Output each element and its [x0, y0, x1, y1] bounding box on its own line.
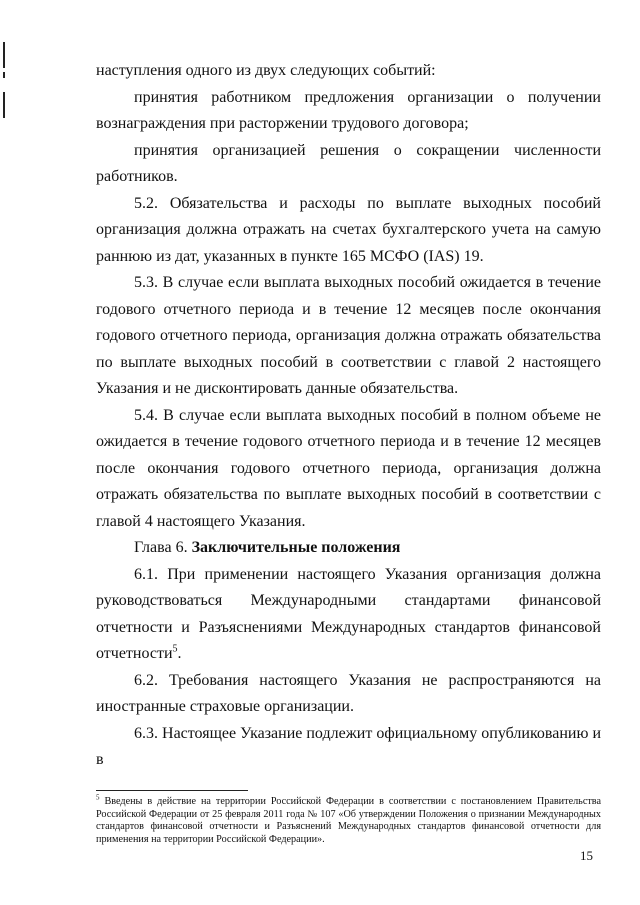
- page-number: 15: [580, 848, 593, 863]
- margin-bar: [3, 72, 5, 78]
- margin-bar: [3, 42, 5, 68]
- margin-bar: [3, 92, 5, 118]
- chapter-title: Заключительные положения: [191, 539, 401, 556]
- footnote: [96, 793, 601, 846]
- paragraph-5-4: 5.4. В случае если выплата выходных пособий в полном объеме не ожидается в течение годового отчетного периода и в течение 12 месяцев после окончания годового отчетного периода, организация должна отражать обязательства по выплате выходных пособий в соответствии с главой 4 настоящего Указания.: [96, 406, 601, 530]
- paragraph-6-3: 6.3. Настоящее Указание подлежит официальному опубликованию и в: [96, 724, 601, 768]
- paragraph-6-1-text: 6.1. При применении настоящего Указания организация должна руководствоваться Международными стандартами финансовой отчетности и Разъяснениями Международных стандартов финансовой отчетности: [96, 565, 601, 662]
- footnote-marker: 5: [96, 793, 100, 802]
- chapter-heading: [96, 535, 601, 562]
- paragraph: принятия организацией решения о сокращении численности работников.: [96, 141, 601, 185]
- document-body: [96, 58, 601, 774]
- chapter-number: Глава 6.: [134, 539, 188, 556]
- footnote-separator: [96, 790, 248, 791]
- footnote-text: Введены в действие на территории Российской Федерации в соответствии с постановлением Правительства Российской Федерации от 25 февраля 2011 года № 107 «Об утверждении Положения о признании Международных стандартов финансовой отчетности и Разъяснений Международных стандартов финансовой отчетности для применения на территории Российской Федерации».: [96, 796, 601, 845]
- paragraph-5-3: 5.3. В случае если выплата выходных пособий ожидается в течение годового отчетного периода и в течение 12 месяцев после окончания годового отчетного периода, организация должна отражать обязательства по выплате выходных пособий в соответствии с главой 2 настоящего Указания и не дисконтировать данные обязательства.: [96, 274, 601, 397]
- paragraph: наступления одного из двух следующих событий:: [96, 62, 436, 79]
- margin-marks: [0, 0, 10, 140]
- paragraph: принятия работником предложения организации о получении вознаграждения при расторжении трудового договора;: [96, 88, 601, 132]
- footnote-ref: 5: [172, 643, 178, 655]
- paragraph-6-1: [96, 562, 601, 668]
- paragraph-6-2: 6.2. Требования настоящего Указания не распространяются на иностранные страховые организации.: [96, 671, 601, 715]
- paragraph-5-2: 5.2. Обязательства и расходы по выплате выходных пособий организация должна отражать на счетах бухгалтерского учета на самую раннюю из дат, указанных в пункте 165 МСФО (IAS) 19.: [96, 194, 601, 265]
- paragraph-6-1-end: .: [177, 645, 182, 662]
